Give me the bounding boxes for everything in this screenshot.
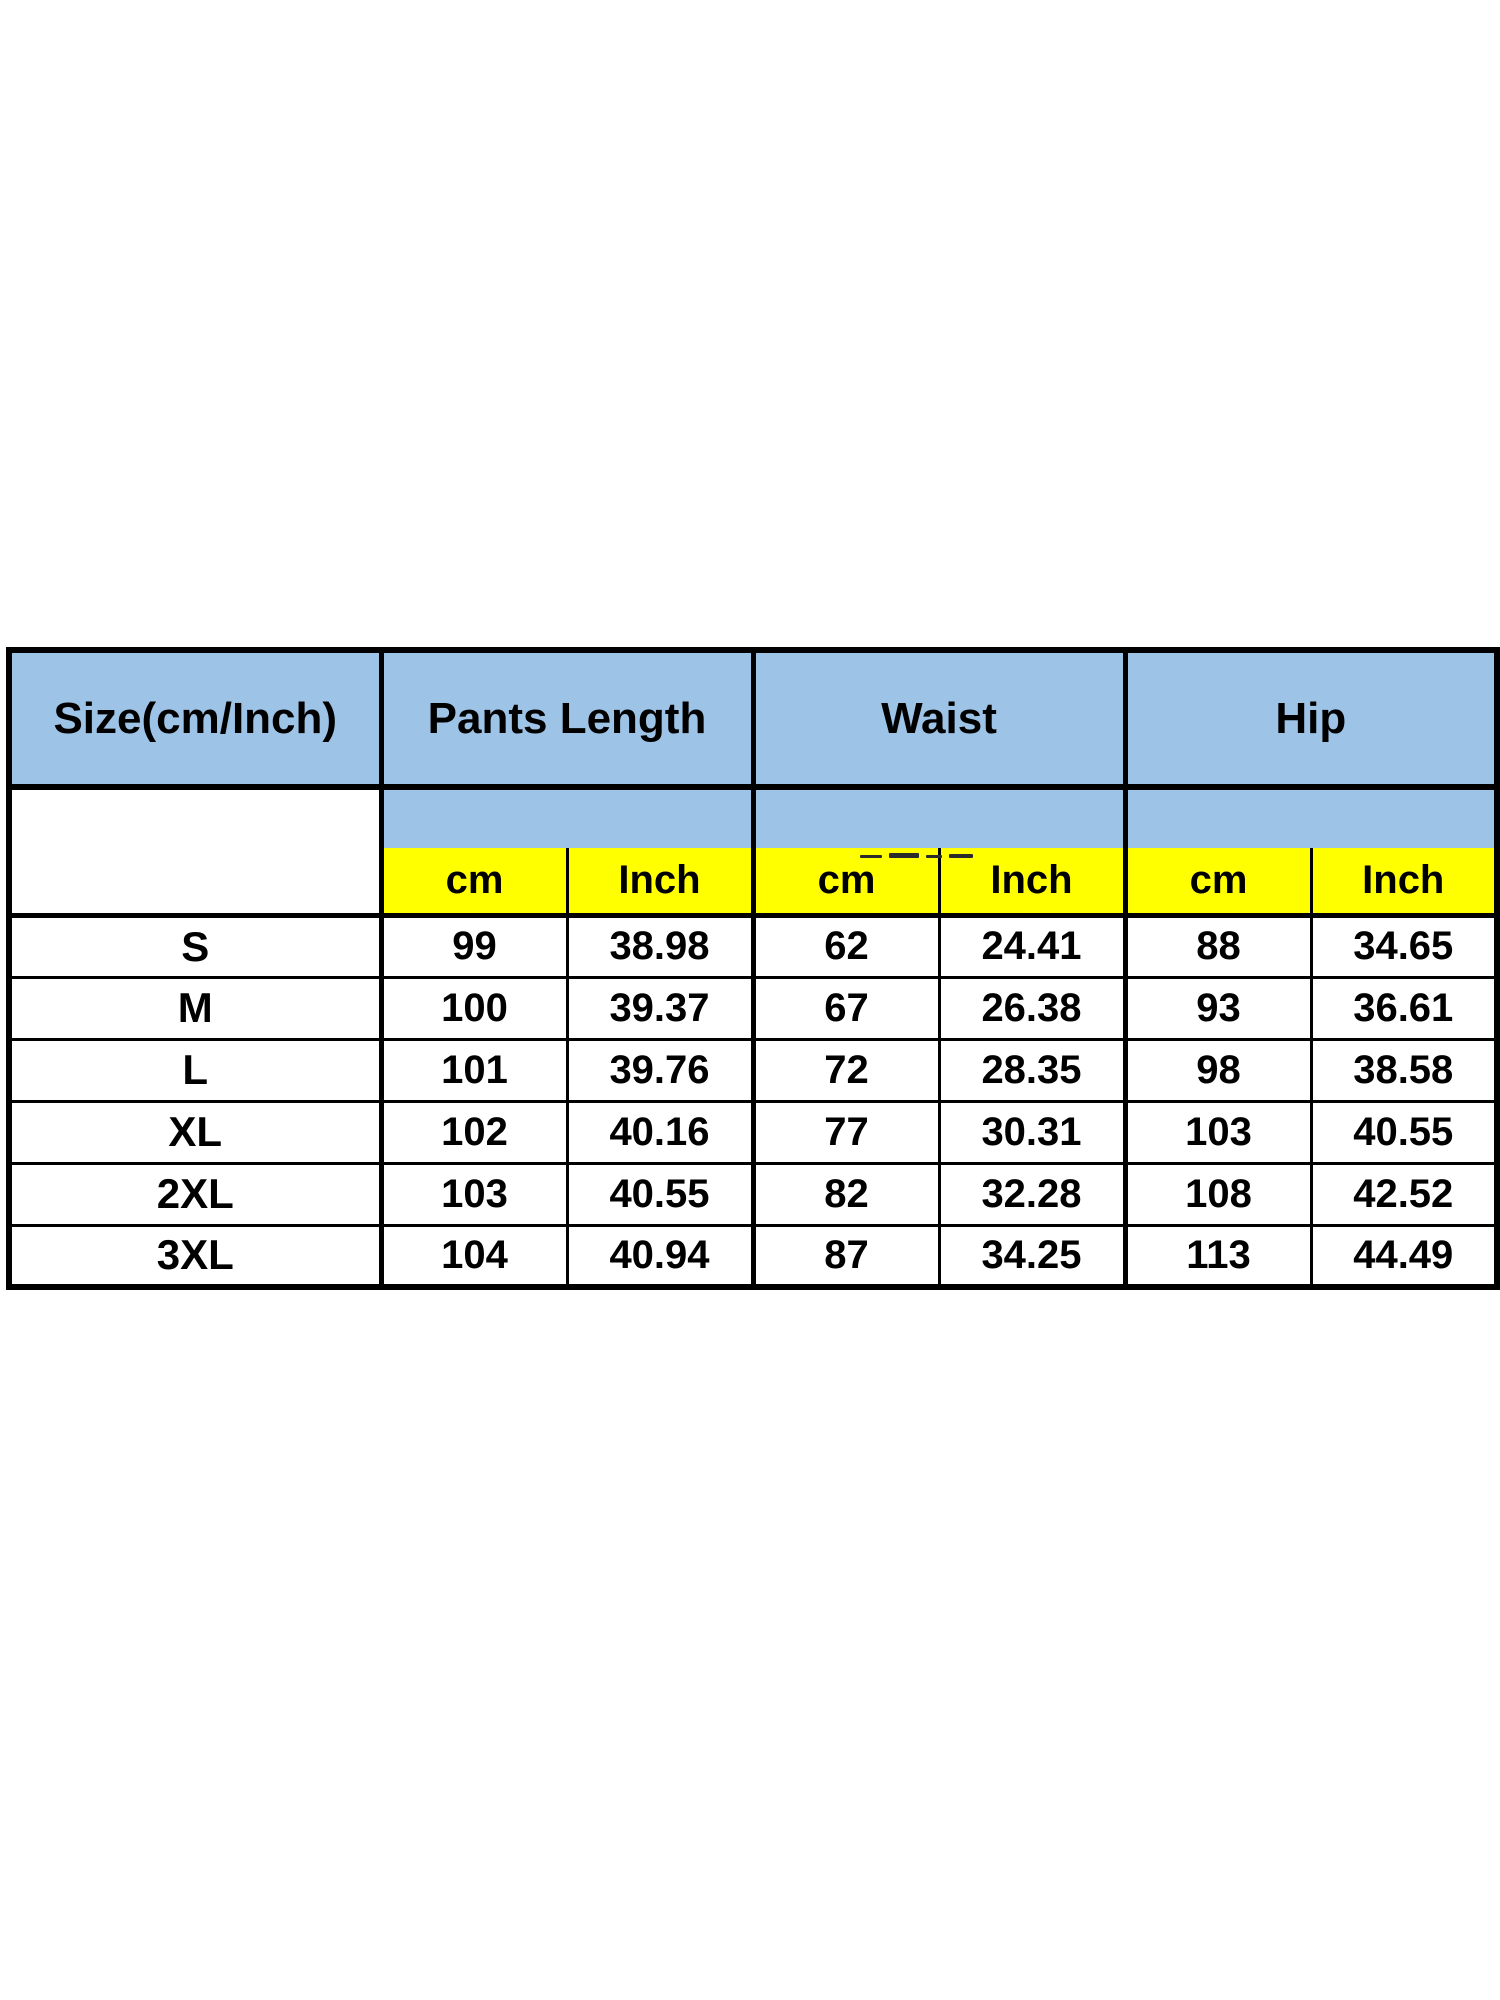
pants-cm-value: 102 bbox=[381, 1101, 567, 1163]
waist-cm-value: 72 bbox=[753, 1039, 939, 1101]
size-label: 2XL bbox=[9, 1163, 381, 1225]
unit-cell-hip-inch: Inch bbox=[1311, 848, 1497, 915]
unit-cell-pants-cm: cm bbox=[381, 848, 567, 915]
waist-cm-value: 77 bbox=[753, 1101, 939, 1163]
waist-cm-value: 62 bbox=[753, 915, 939, 977]
table-row-m bbox=[9, 977, 1497, 1039]
band-cell-hip bbox=[1125, 787, 1497, 848]
hip-cm-value: 98 bbox=[1125, 1039, 1311, 1101]
size-label: M bbox=[9, 977, 381, 1039]
unit-cell-waist-cm: cm bbox=[753, 848, 939, 915]
table-row-3xl bbox=[9, 1225, 1497, 1287]
hip-inch-value: 44.49 bbox=[1311, 1225, 1497, 1287]
size-chart-table bbox=[6, 647, 1500, 1290]
waist-inch-value: 34.25 bbox=[939, 1225, 1125, 1287]
band-cell-waist bbox=[753, 787, 1125, 848]
unit-cell-hip-cm: cm bbox=[1125, 848, 1311, 915]
pants-inch-value: 40.94 bbox=[567, 1225, 753, 1287]
size-blank-cell bbox=[9, 787, 381, 915]
header-cell-size: Size(cm/Inch) bbox=[9, 650, 381, 787]
table-row-xl bbox=[9, 1101, 1497, 1163]
hip-cm-value: 93 bbox=[1125, 977, 1311, 1039]
hip-cm-value: 108 bbox=[1125, 1163, 1311, 1225]
pants-inch-value: 38.98 bbox=[567, 915, 753, 977]
hip-cm-value: 113 bbox=[1125, 1225, 1311, 1287]
pants-cm-value: 101 bbox=[381, 1039, 567, 1101]
unit-cell-waist-inch: Inch bbox=[939, 848, 1125, 915]
clipped-text-remnant bbox=[860, 849, 1000, 858]
hip-inch-value: 38.58 bbox=[1311, 1039, 1497, 1101]
waist-inch-value: 24.41 bbox=[939, 915, 1125, 977]
unit-cell-pants-inch: Inch bbox=[567, 848, 753, 915]
waist-cm-value: 82 bbox=[753, 1163, 939, 1225]
size-label: L bbox=[9, 1039, 381, 1101]
waist-inch-value: 32.28 bbox=[939, 1163, 1125, 1225]
table-row-2xl bbox=[9, 1163, 1497, 1225]
hip-cm-value: 88 bbox=[1125, 915, 1311, 977]
hip-inch-value: 36.61 bbox=[1311, 977, 1497, 1039]
pants-inch-value: 39.76 bbox=[567, 1039, 753, 1101]
pants-cm-value: 103 bbox=[381, 1163, 567, 1225]
waist-inch-value: 30.31 bbox=[939, 1101, 1125, 1163]
pants-inch-value: 39.37 bbox=[567, 977, 753, 1039]
waist-cm-value: 87 bbox=[753, 1225, 939, 1287]
pants-cm-value: 99 bbox=[381, 915, 567, 977]
pants-cm-value: 100 bbox=[381, 977, 567, 1039]
header-row bbox=[9, 650, 1497, 787]
band-cell-pants bbox=[381, 787, 753, 848]
pants-cm-value: 104 bbox=[381, 1225, 567, 1287]
pants-inch-value: 40.16 bbox=[567, 1101, 753, 1163]
table-row-l bbox=[9, 1039, 1497, 1101]
hip-inch-value: 34.65 bbox=[1311, 915, 1497, 977]
hip-inch-value: 42.52 bbox=[1311, 1163, 1497, 1225]
waist-cm-value: 67 bbox=[753, 977, 939, 1039]
hip-inch-value: 40.55 bbox=[1311, 1101, 1497, 1163]
hip-cm-value: 103 bbox=[1125, 1101, 1311, 1163]
size-label: 3XL bbox=[9, 1225, 381, 1287]
waist-inch-value: 26.38 bbox=[939, 977, 1125, 1039]
table-row-s bbox=[9, 915, 1497, 977]
header-cell-hip: Hip bbox=[1125, 650, 1497, 787]
size-label: S bbox=[9, 915, 381, 977]
band-row bbox=[9, 787, 1497, 848]
header-cell-pants-length: Pants Length bbox=[381, 650, 753, 787]
waist-inch-value: 28.35 bbox=[939, 1039, 1125, 1101]
pants-inch-value: 40.55 bbox=[567, 1163, 753, 1225]
header-cell-waist: Waist bbox=[753, 650, 1125, 787]
size-label: XL bbox=[9, 1101, 381, 1163]
